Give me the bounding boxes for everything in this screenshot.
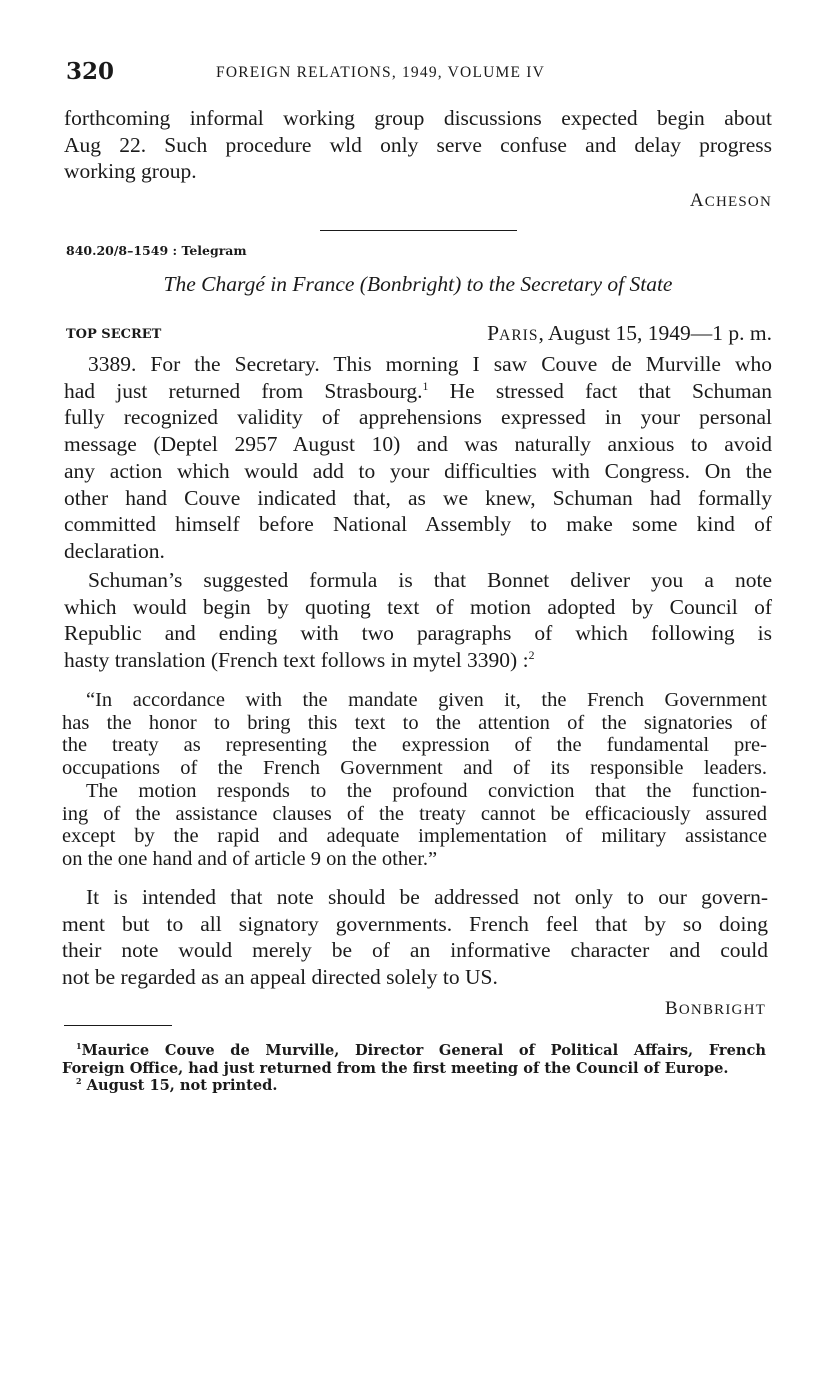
classification-marking: TOP SECRET bbox=[66, 327, 162, 342]
document-title: The Chargé in France (Bonbright) to the Secretary of State bbox=[163, 272, 673, 296]
text-line: Schuman’s suggested formula is that Bonnet deliver you a note bbox=[88, 568, 772, 592]
file-reference: 840.20/8–1549 : Telegram bbox=[66, 243, 247, 258]
text-line: the treaty as representing the expression of the fundamental pre- bbox=[62, 734, 767, 757]
text-line: occupations of the French Government and of its responsible leaders. bbox=[62, 757, 767, 780]
text-line: The motion responds to the profound conviction that the function- bbox=[86, 779, 767, 802]
footnote-divider bbox=[64, 1025, 172, 1026]
text-line: message (Deptel 2957 August 10) and was naturally anxious to avoid bbox=[64, 432, 772, 457]
dateline-place-initial: P bbox=[487, 321, 500, 345]
text-line: fully recognized validity of apprehensions expressed in your personal bbox=[64, 405, 772, 430]
text-line: their note would merely be of an informative character and could bbox=[62, 938, 768, 963]
footnote-marker: 2 bbox=[76, 1076, 82, 1087]
text-line: Republic and ending with two paragraphs of which following is bbox=[64, 621, 772, 646]
dateline bbox=[487, 321, 772, 346]
text-line: any action which would add to your difficulties with Congress. On the bbox=[64, 458, 772, 483]
text-line: on the one hand and of article 9 on the other.” bbox=[62, 847, 438, 870]
footnote-marker: 1 bbox=[76, 1041, 82, 1052]
text-line: 3389. For the Secretary. This morning I saw Couve de Murville who bbox=[88, 352, 772, 376]
previous-signature bbox=[64, 190, 772, 212]
text-line: working group. bbox=[64, 159, 197, 184]
footnote-marker: 2 bbox=[528, 647, 535, 662]
running-header bbox=[66, 58, 771, 88]
text-line: forthcoming informal working group discussions expected begin about bbox=[64, 106, 772, 130]
text-line: declaration. bbox=[64, 538, 165, 563]
text-line: except by the rapid and adequate implementation of military assistance bbox=[62, 825, 767, 848]
footnote-2-line: $^2$ August 15, not printed. bbox=[76, 1076, 278, 1094]
previous-document-text bbox=[64, 105, 772, 185]
footnote-marker: 1 bbox=[422, 378, 429, 393]
text-line: It is intended that note should be addressed not only to our govern- bbox=[86, 885, 768, 909]
footnotes bbox=[62, 1042, 766, 1095]
document-signature bbox=[62, 998, 766, 1020]
text-line: “In accordance with the mandate given it, the French Government bbox=[86, 689, 767, 711]
footnote-1-line: Foreign Office, had just returned from the first meeting of the Council of Europe. bbox=[62, 1059, 729, 1077]
text-line: committed himself before National Assembly to make some kind of bbox=[64, 512, 772, 537]
text-line: ing of the assistance clauses of the treaty cannot be efficaciously assured bbox=[62, 802, 767, 825]
text-line: hasty translation (French text follows in mytel 3390) :$^2$ bbox=[64, 647, 535, 673]
dateline-rest: , August 15, 1949—1 p. m. bbox=[538, 321, 772, 345]
text-line: has the honor to bring this text to the attention of the signatories of bbox=[62, 711, 767, 734]
signature-initial: A bbox=[689, 190, 705, 211]
text-line: other hand Couve indicated that, as we knew, Schuman had formally bbox=[64, 485, 772, 510]
signature-rest: ONBRIGHT bbox=[678, 1002, 766, 1018]
paragraph-2 bbox=[64, 567, 772, 674]
text-line: which would begin by quoting text of motion adopted by Council of bbox=[64, 594, 772, 619]
footnote-1-line: $^1$Maurice Couve de Murville, Director General of Political Affairs, French bbox=[76, 1041, 766, 1059]
text-line: ment but to all signatory governments. French feel that by so doing bbox=[62, 911, 768, 936]
text-line: not be regarded as an appeal directed solely to US. bbox=[62, 965, 498, 990]
text-line: had just returned from Strasbourg.$^1$ He stressed fact that Schuman bbox=[64, 378, 772, 403]
paragraph-1 bbox=[64, 351, 772, 565]
dateline-place-rest: ARIS bbox=[499, 327, 539, 344]
text-line: Aug 22. Such procedure wld only serve confuse and delay progress bbox=[64, 132, 772, 157]
signature-rest: CHESON bbox=[704, 194, 772, 210]
quoted-note-text bbox=[62, 689, 767, 871]
section-divider bbox=[320, 230, 517, 231]
signature-initial: B bbox=[665, 998, 679, 1019]
paragraph-3 bbox=[62, 884, 768, 991]
page-number: 320 bbox=[66, 58, 115, 85]
running-title: FOREIGN RELATIONS, 1949, VOLUME IV bbox=[216, 64, 545, 81]
